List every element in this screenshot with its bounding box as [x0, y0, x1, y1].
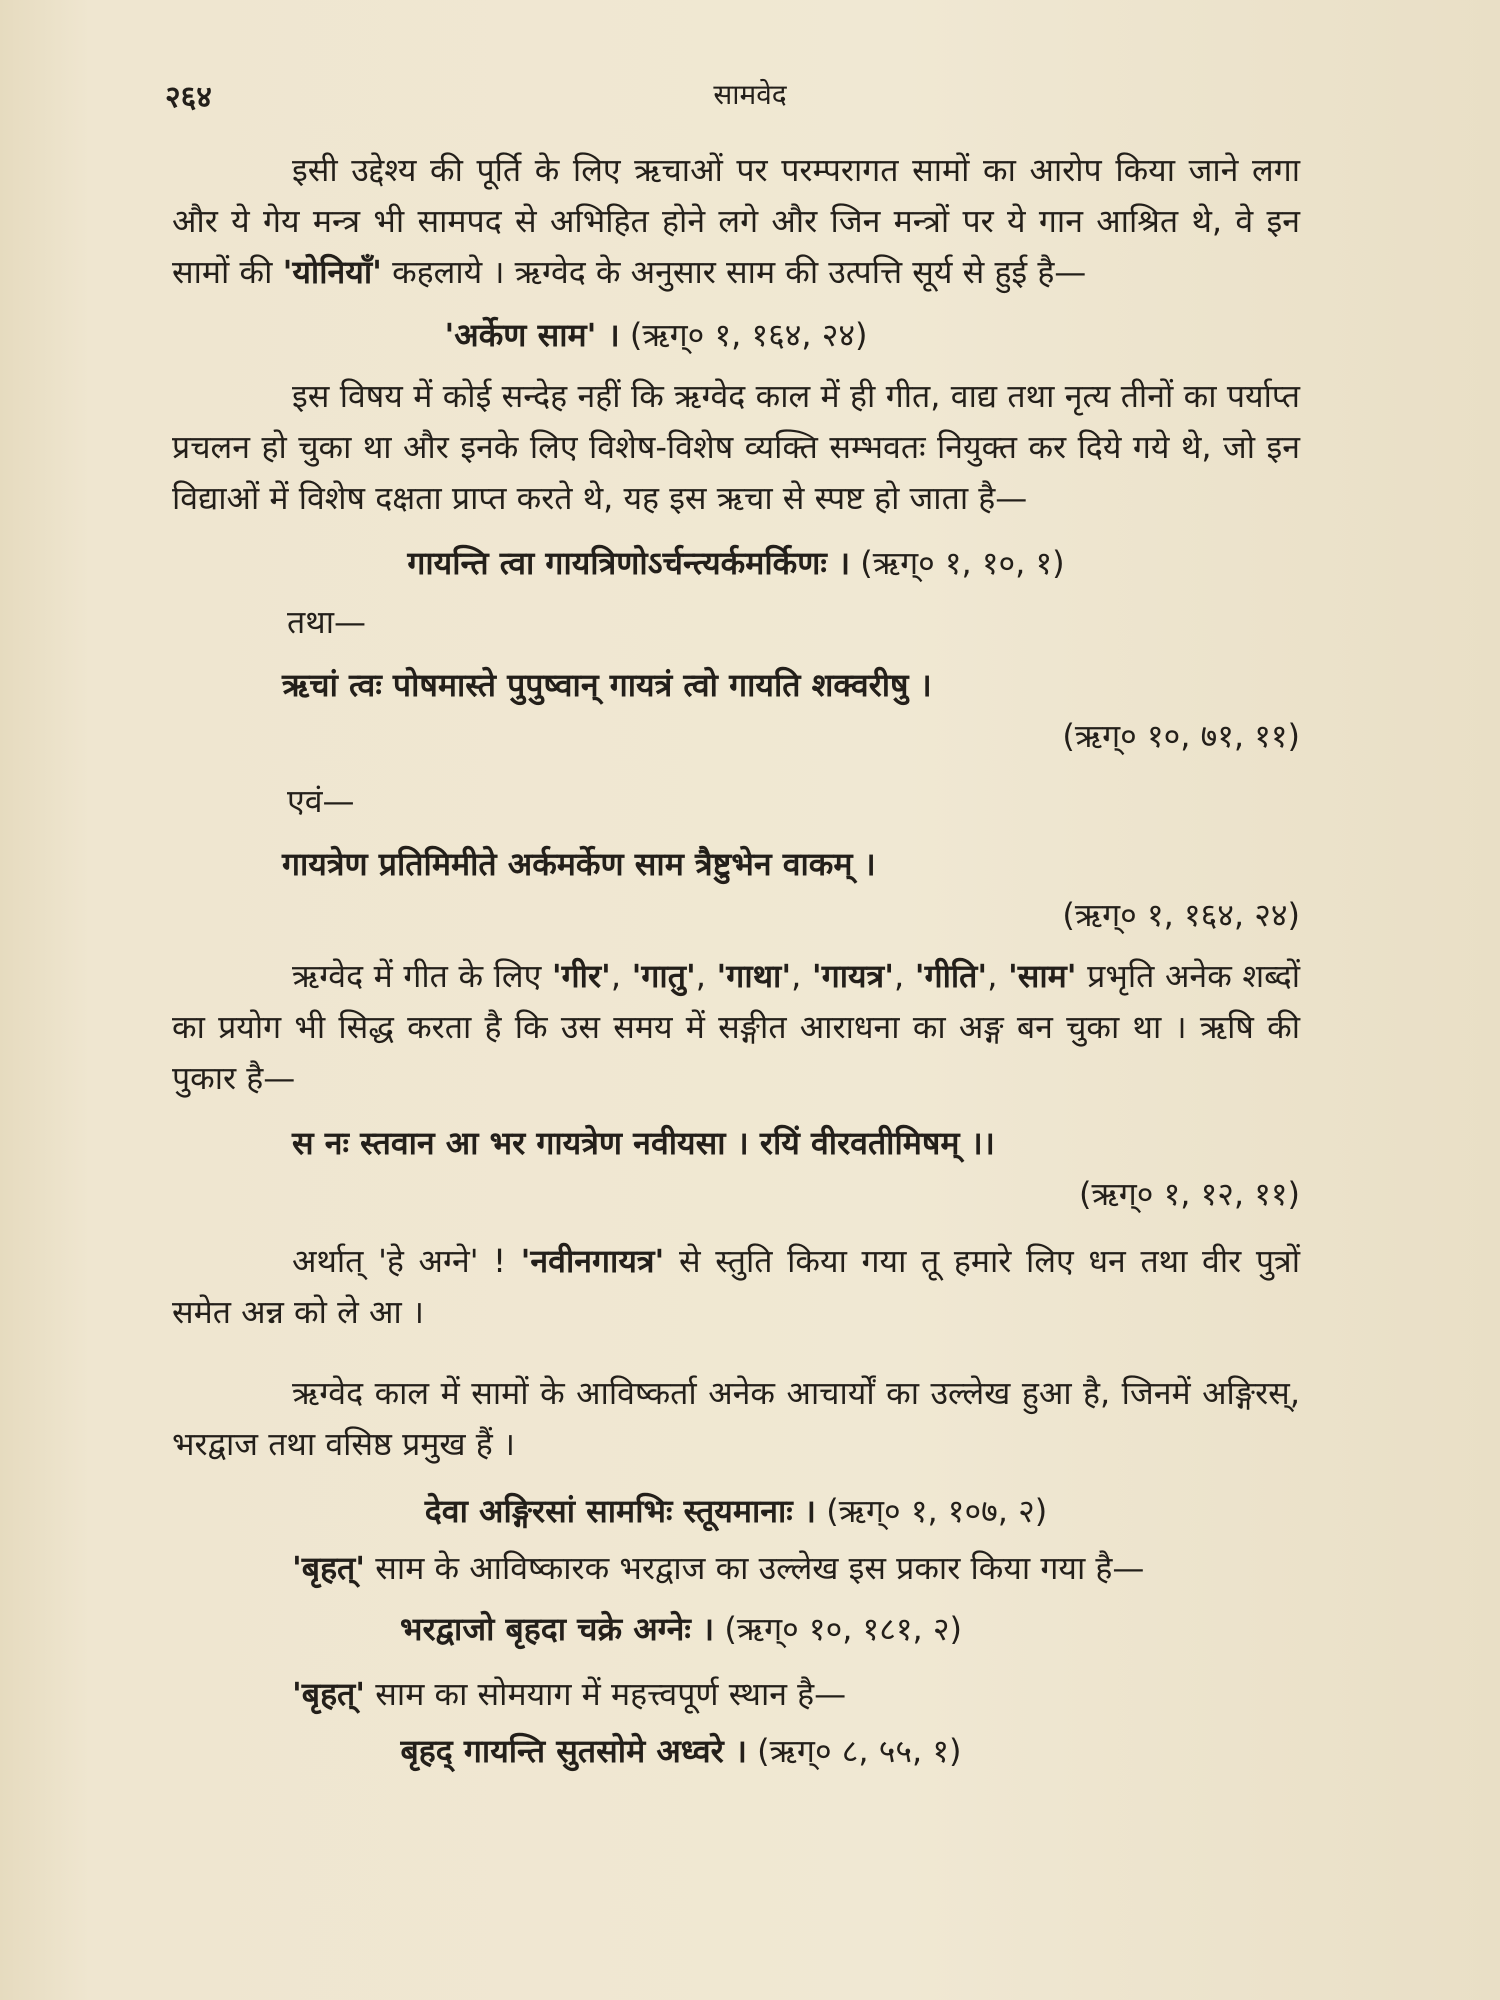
paragraph-6	[172, 1543, 1300, 1594]
bold-term: 'बृहत्'	[292, 1675, 366, 1713]
verse-quote-8	[172, 1726, 1300, 1777]
paragraph-text: साम के आविष्कारक भरद्वाज का उल्लेख इस प्रकार किया गया है—	[365, 1549, 1145, 1587]
paragraph-5: ऋग्वेद काल में सामों के आविष्कर्ता अनेक आचार्यों का उल्लेख हुआ है, जिनमें अङ्गिरस्, भरद्वाज तथा वसिष्ठ प्रमुख हैं ।	[172, 1374, 1300, 1463]
page-number: २६४	[165, 80, 212, 115]
connector-evam: एवं—	[287, 782, 355, 820]
verse-text: स नः स्तवान आ भर गायत्रेण नवीयसा । रयिं वीरवतीमिषम् ।।	[292, 1124, 995, 1162]
paragraph-text: अर्थात् 'हे अग्ने' !	[292, 1242, 521, 1280]
paragraph-text: ,	[894, 957, 915, 995]
verse-reference: (ऋग्० १, १०७, २)	[816, 1492, 1048, 1530]
page-header	[165, 75, 1335, 115]
verse-quote-4	[172, 839, 1300, 890]
verse-reference: (ऋग्० १, १२, ११)	[1079, 1175, 1300, 1213]
verse-reference: (ऋग्० १०, ७१, ११)	[1062, 717, 1300, 755]
verse-quote-6	[172, 1486, 1300, 1537]
verse-quote-7	[172, 1604, 1300, 1655]
connector-tatha: तथा—	[287, 603, 366, 641]
verse-text: गायन्ति त्वा गायत्रिणोऽर्चन्त्यर्कमर्किणः ।	[407, 544, 851, 582]
paragraph-text: इसी उद्देश्य की पूर्ति के लिए ऋचाओं पर परम्परागत सामों का आरोप किया जाने लगा और ये गेय मन्त्र भी सामपद से अभिहित होने लगे और जिन मन्त्रों पर ये गान आश्रित थे, वे इन सामों की	[172, 151, 1300, 291]
verse-reference: (ऋग्० ८, ५५, १)	[746, 1732, 962, 1770]
running-title: सामवेद	[713, 78, 787, 111]
paragraph-2: इस विषय में कोई सन्देह नहीं कि ऋग्वेद काल में ही गीत, वाद्य तथा नृत्य तीनों का पर्याप्त प्रचलन हो चुका था और इनके लिए विशेष-विशेष व्यक्ति सम्भवतः नियुक्त कर दिये गये थे, जो इन विद्याओं में विशेष दक्षता प्राप्त करते थे, यह इस ऋचा से स्पष्ट हो जाता है—	[172, 377, 1300, 517]
verse-text: ऋचां त्वः पोषमास्ते पुपुष्वान् गायत्रं त्वो गायति शक्वरीषु ।	[282, 666, 932, 704]
paragraph-text: ऋग्वेद में गीत के लिए	[292, 957, 552, 995]
paragraph-4	[172, 1236, 1300, 1338]
paragraph-text: से स्तुति किया गया तू हमारे लिए धन तथा वीर पुत्रों समेत अन्न को ले आ ।	[172, 1242, 1301, 1331]
bold-term: 'योनियाँ'	[282, 253, 382, 291]
bold-term: 'गीर'	[551, 957, 611, 995]
bold-term: 'गायत्र'	[811, 957, 895, 995]
bold-term: 'साम'	[1007, 957, 1077, 995]
verse-quote-3	[172, 660, 1300, 711]
paragraph-text: ,	[695, 957, 717, 995]
verse-reference: (ऋग्० १, १०, १)	[850, 544, 1065, 582]
verse-quote-1	[172, 310, 1300, 361]
paragraph-text: साम का सोमयाग में महत्त्वपूर्ण स्थान है—	[365, 1675, 847, 1713]
verse-quote-2	[172, 538, 1300, 589]
paragraph-text: प्रभृति अनेक शब्दों का प्रयोग भी सिद्ध करता है कि उस समय में सङ्गीत आराधना का अङ्ग बन चुका था । ऋषि की पुकार है—	[172, 957, 1301, 1097]
bold-term: 'बृहत्'	[292, 1549, 366, 1587]
verse-text: 'अर्केण साम' ।	[444, 316, 620, 354]
verse-text: गायत्रेण प्रतिमिमीते अर्कमर्केण साम त्रैष्टुभेन वाकम् ।	[282, 845, 876, 883]
verse-text: बृहद् गायन्ति सुतसोमे अध्वरे ।	[400, 1732, 747, 1770]
bold-term: 'गीति'	[914, 957, 988, 995]
paragraph-7	[172, 1669, 1300, 1720]
paragraph-text: ,	[791, 957, 812, 995]
paragraph-1	[172, 145, 1300, 298]
page-body	[172, 145, 1300, 1777]
bold-term: 'गातु'	[631, 957, 696, 995]
verse-reference: (ऋग्० १, १६४, २४)	[1062, 896, 1300, 934]
bold-term: 'नवीनगायत्र'	[520, 1242, 665, 1280]
paragraph-text: ,	[610, 957, 632, 995]
verse-quote-5	[172, 1118, 1300, 1169]
paragraph-text: ,	[987, 957, 1008, 995]
paragraph-text: कहलाये । ऋग्वेद के अनुसार साम की उत्पत्ति सूर्य से हुई है—	[381, 253, 1087, 291]
verse-reference: (ऋग्० १०, १८१, २)	[714, 1610, 962, 1648]
paragraph-3	[172, 951, 1300, 1104]
bold-term: 'गाथा'	[716, 957, 792, 995]
verse-reference: (ऋग्० १, १६४, २४)	[619, 316, 868, 354]
verse-text: भरद्वाजो बृहदा चक्रे अग्नेः ।	[400, 1610, 715, 1648]
verse-text: देवा अङ्गिरसां सामभिः स्तूयमानाः ।	[424, 1492, 817, 1530]
